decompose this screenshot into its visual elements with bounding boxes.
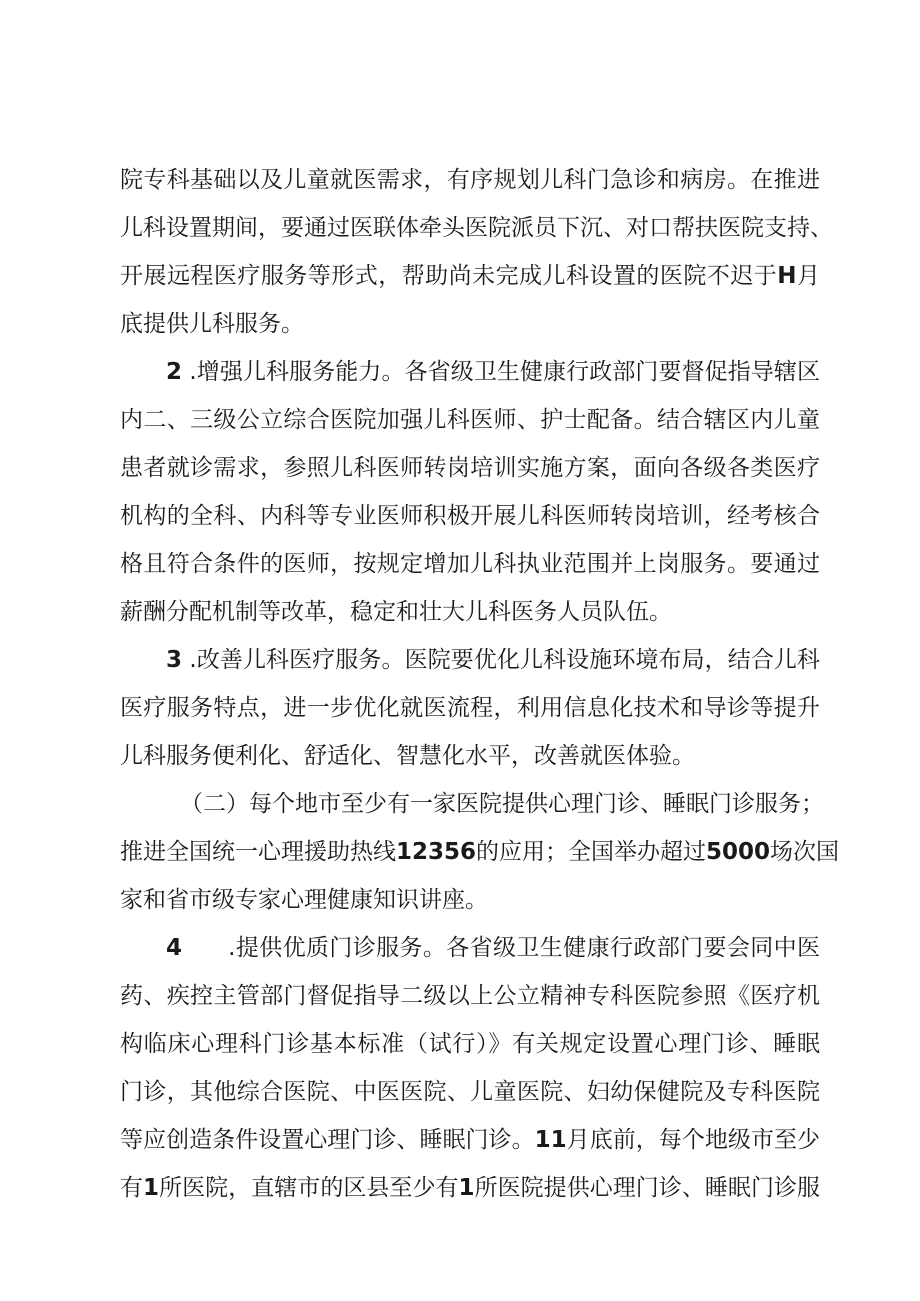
- text-line: 机构的全科、内科等专业医师积极开展儿科医师转岗培训，经考核合: [120, 503, 820, 529]
- text-line: 等应创造条件设置心理门诊、睡眠门诊。11月底前，每个地级市至少: [120, 1127, 821, 1153]
- text-line: 推进全国统一心理援助热线12356的应用；全国举办超过5000场次国: [120, 839, 840, 865]
- text-line: （二）每个地市至少有一家医院提供心理门诊、睡眠门诊服务；: [180, 791, 824, 817]
- text-line: 儿科服务便利化、舒适化、智慧化水平，改善就医体验。: [120, 743, 695, 769]
- text-line: 2 .增强儿科服务能力。各省级卫生健康行政部门要督促指导辖区: [166, 359, 820, 385]
- text-line: 儿科设置期间，要通过医联体牵头医院派员下沉、对口帮扶医院支持、: [120, 215, 833, 241]
- text-line: 院专科基础以及儿童就医需求，有序规划儿科门急诊和病房。在推进: [120, 167, 820, 193]
- text-line: 构临床心理科门诊基本标准（试行）》有关规定设置心理门诊、睡眠: [120, 1031, 820, 1057]
- text-line: 底提供儿科服务。: [120, 311, 304, 337]
- text-line: 薪酬分配机制等改革，稳定和壮大儿科医务人员队伍。: [120, 599, 672, 625]
- text-line: 4 .提供优质门诊服务。各省级卫生健康行政部门要会同中医: [166, 935, 820, 961]
- text-line: 医疗服务特点，进一步优化就医流程，利用信息化技术和导诊等提升: [120, 695, 820, 721]
- text-line: 门诊，其他综合医院、中医医院、儿童医院、妇幼保健院及专科医院: [120, 1079, 820, 1105]
- text-line: 家和省市级专家心理健康知识讲座。: [120, 887, 488, 913]
- text-line: 格且符合条件的医师，按规定增加儿科执业范围并上岗服务。要通过: [120, 551, 820, 577]
- text-line: 开展远程医疗服务等形式，帮助尚未完成儿科设置的医院不迟于H月: [120, 263, 821, 289]
- text-line: 有1所医院，直辖市的区县至少有1所医院提供心理门诊、睡眠门诊服: [120, 1175, 821, 1201]
- text-line: 患者就诊需求，参照儿科医师转岗培训实施方案，面向各级各类医疗: [120, 455, 820, 481]
- text-line: 3 .改善儿科医疗服务。医院要优化儿科设施环境布局，结合儿科: [166, 647, 820, 673]
- text-line: 药、疾控主管部门督促指导二级以上公立精神专科医院参照《医疗机: [120, 983, 820, 1009]
- text-line: 内二、三级公立综合医院加强儿科医师、护士配备。结合辖区内儿童: [120, 407, 820, 433]
